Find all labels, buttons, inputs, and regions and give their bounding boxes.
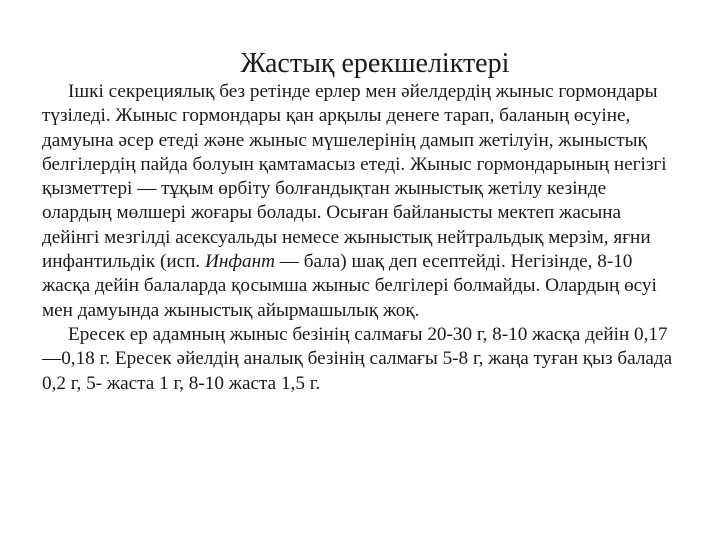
paragraph-hormones-text-start: Ішкі секрециялық без ретінде ерлер мен әйелдердің жыныс гормондары түзіледі. Жыныс гормондары қан арқылы денеге тарап, баланың өсуіне, дамуына әсер етеді және жыныс мүшелерінің дамып жетілуін, жыныстық белгілердің пайда болуын қамтамасыз етеді. Жыныс гормондарының негізгі қызметтері — тұқым өрбіту болғандықтан жыныстық жетілу кезінде олардың мөлшері жоғары болады. Осыған байланысты мектеп жасына дейінгі мезгілді асексуальды немесе жыныстық нейтральдық мерзім, яғни инфантильдік (исп. — [42, 81, 667, 273]
paragraph-hormones-italic-term: Инфант — [204, 251, 275, 273]
slide-title: Жастық ерекшеліктері — [240, 48, 510, 79]
slide-body — [42, 80, 678, 396]
paragraph-gland-weight: Ересек ер адамның жыныс безінің салмағы 20-30 г, 8-10 жасқа дейін 0,17 —0,18 г. Ересек әйелдің аналық безінің салмағы 5-8 г, жаңа туған қыз балада 0,2 г, 5- жаста 1 г, 8-10 жаста 1,5 г. — [42, 323, 673, 394]
paragraph-hormones — [42, 80, 678, 323]
paragraph-hormones-text-end: — бала) шақ деп есептейді. Негізінде, 8-10 жасқа дейін балаларда қосымша жыныс белгілері болмайды. Олардың өсуі мен дамуында жыныстық айырмашылық жоқ. — [42, 251, 657, 321]
